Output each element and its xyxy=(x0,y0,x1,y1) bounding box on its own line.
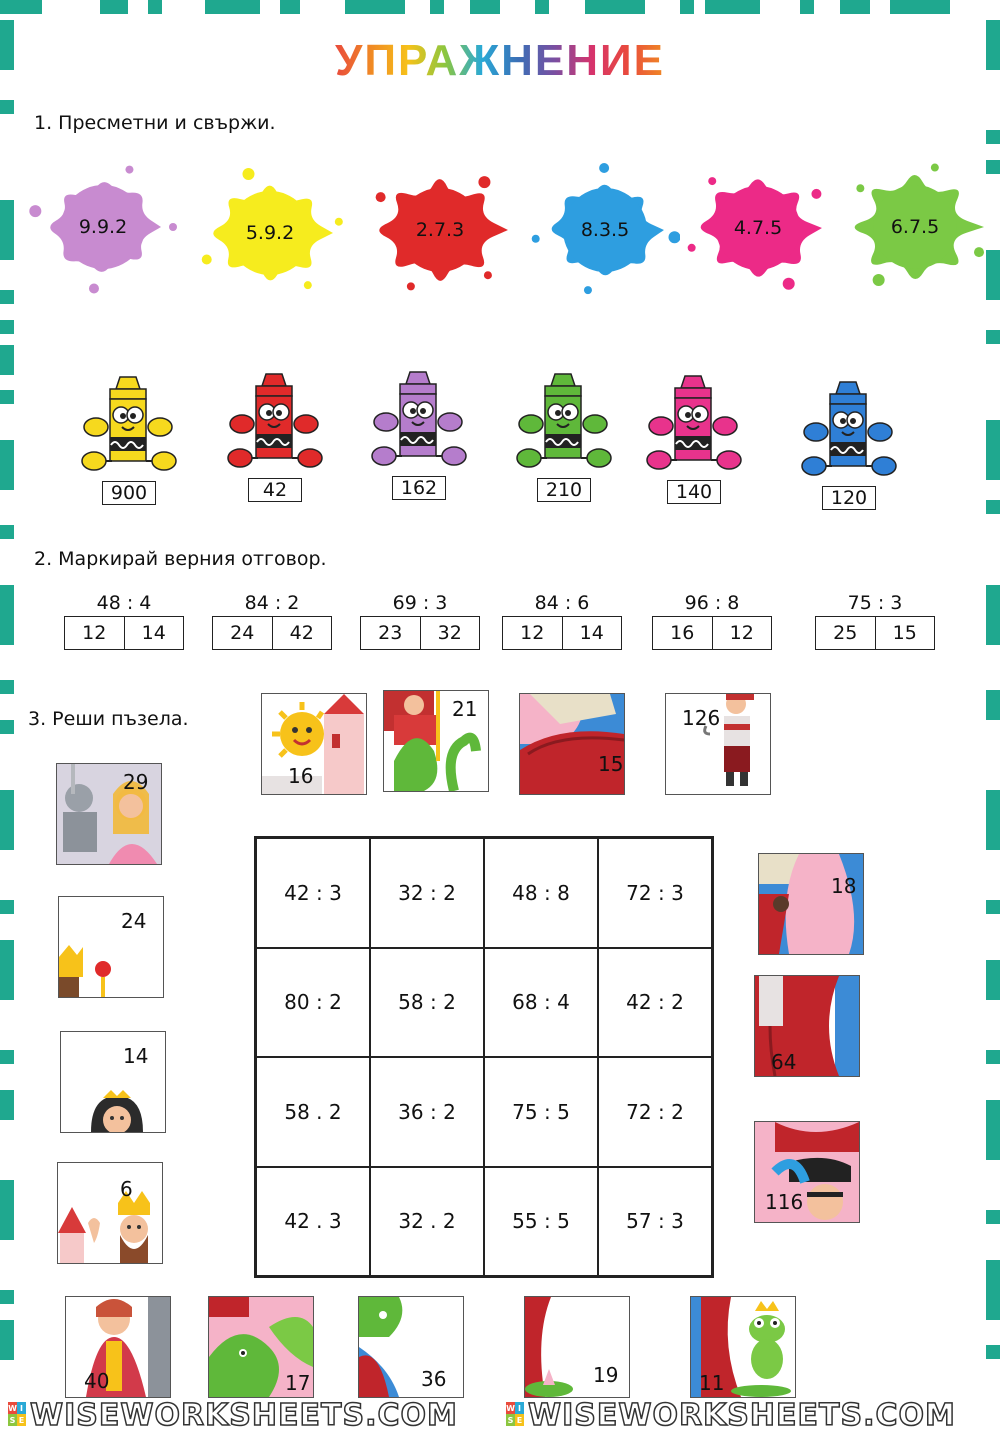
piece-number: 40 xyxy=(84,1369,110,1393)
answer-option[interactable]: 25 xyxy=(833,622,858,644)
section-2-label: 2. Маркирай верния отговор. xyxy=(34,548,327,570)
puzzle-piece-6[interactable] xyxy=(57,1162,163,1264)
piece-number: 11 xyxy=(699,1371,725,1395)
division-question: 96 : 8 xyxy=(684,592,740,614)
division-question: 69 : 3 xyxy=(392,592,448,614)
logo-letter: W xyxy=(506,1403,515,1413)
answer-option[interactable]: 12 xyxy=(82,622,107,644)
division-task xyxy=(815,592,935,650)
logo-letter: I xyxy=(515,1402,524,1414)
puzzle-cell[interactable]: 58 . 2 xyxy=(256,1057,370,1167)
puzzle-piece-116[interactable] xyxy=(754,1121,860,1223)
page-title: УПРАЖНЕНИЕ xyxy=(335,36,665,85)
piece-number: 18 xyxy=(831,874,857,898)
division-task xyxy=(652,592,772,650)
puzzle-cell[interactable]: 55 : 5 xyxy=(484,1167,598,1277)
footer-watermark xyxy=(0,1398,1000,1432)
piece-number: 116 xyxy=(765,1190,804,1214)
puzzle-cell[interactable]: 58 : 2 xyxy=(370,948,484,1058)
paint-splat[interactable] xyxy=(683,153,833,303)
answer-option[interactable]: 15 xyxy=(875,617,935,649)
crayon-value: 900 xyxy=(102,481,156,505)
wise-logo-icon xyxy=(8,1402,26,1426)
puzzle-cell[interactable]: 42 : 3 xyxy=(256,838,370,948)
division-task xyxy=(212,592,332,650)
puzzle-piece-16[interactable] xyxy=(261,693,367,795)
puzzle-cell[interactable]: 72 : 3 xyxy=(598,838,712,948)
answer-option[interactable]: 14 xyxy=(124,617,184,649)
puzzle-piece-15[interactable] xyxy=(519,693,625,795)
piece-number: 29 xyxy=(123,770,149,794)
puzzle-piece-126[interactable] xyxy=(665,693,771,795)
dragon-curtain-picture xyxy=(359,1297,463,1397)
pink-dress-picture xyxy=(759,854,863,954)
piece-number: 21 xyxy=(452,697,478,721)
splat-expression: 8.3.5 xyxy=(580,219,630,241)
crayon-character[interactable] xyxy=(800,380,910,510)
watermark-text: WISEWORKSHEETS.COM xyxy=(30,1398,458,1433)
crayon-value: 140 xyxy=(667,480,721,504)
answer-options xyxy=(212,616,332,650)
puzzle-grid[interactable] xyxy=(254,836,714,1278)
piece-number: 36 xyxy=(421,1367,447,1391)
piece-number: 15 xyxy=(598,752,624,776)
watermark-text: WISEWORKSHEETS.COM xyxy=(528,1398,956,1433)
splat-expression: 5.9.2 xyxy=(245,222,295,244)
puzzle-cell[interactable]: 32 : 2 xyxy=(370,838,484,948)
logo-letter: E xyxy=(18,1415,25,1425)
puzzle-piece-24[interactable] xyxy=(58,896,164,998)
piece-number: 24 xyxy=(121,909,147,933)
crayon-character[interactable] xyxy=(80,375,190,505)
splat-expression: 4.7.5 xyxy=(733,217,783,239)
answer-options xyxy=(502,616,622,650)
crayon-character[interactable] xyxy=(370,370,480,500)
piece-number: 64 xyxy=(771,1050,797,1074)
logo-letter: I xyxy=(17,1402,26,1414)
piece-number: 14 xyxy=(123,1044,149,1068)
puzzle-piece-19[interactable] xyxy=(524,1296,630,1398)
answer-option[interactable]: 32 xyxy=(420,617,480,649)
puzzle-piece-64[interactable] xyxy=(754,975,860,1077)
puzzle-piece-17[interactable] xyxy=(208,1296,314,1398)
logo-letter: S xyxy=(507,1415,514,1425)
puzzle-cell[interactable]: 80 : 2 xyxy=(256,948,370,1058)
crayon-value: 42 xyxy=(248,478,302,502)
section-3-label: 3. Реши пъзела. xyxy=(28,708,189,730)
splat-expression: 6.7.5 xyxy=(890,216,940,238)
crayon-icon xyxy=(80,375,190,485)
puzzle-piece-40[interactable] xyxy=(65,1296,171,1398)
crayon-character[interactable] xyxy=(645,374,755,504)
king-castle-picture xyxy=(58,1163,162,1263)
puzzle-cell[interactable]: 42 . 3 xyxy=(256,1167,370,1277)
division-task xyxy=(64,592,184,650)
answer-option[interactable]: 16 xyxy=(670,622,695,644)
answer-option[interactable]: 12 xyxy=(712,617,772,649)
paint-splat[interactable] xyxy=(530,155,680,305)
crown-picture xyxy=(59,897,163,997)
answer-options xyxy=(64,616,184,650)
logo-letter: E xyxy=(516,1415,523,1425)
division-question: 75 : 3 xyxy=(847,592,903,614)
division-task xyxy=(502,592,622,650)
answer-options xyxy=(652,616,772,650)
puzzle-piece-21[interactable] xyxy=(383,690,489,792)
answer-option[interactable]: 14 xyxy=(562,617,622,649)
puzzle-piece-14[interactable] xyxy=(60,1031,166,1133)
puzzle-piece-11[interactable] xyxy=(690,1296,796,1398)
sun-castle-picture xyxy=(262,694,366,794)
puzzle-cell[interactable]: 57 : 3 xyxy=(598,1167,712,1277)
crayon-value: 120 xyxy=(822,486,876,510)
splat-expression: 9.9.2 xyxy=(78,216,128,238)
paint-splat[interactable] xyxy=(840,152,990,302)
paint-splat[interactable] xyxy=(195,158,345,308)
puzzle-piece-29[interactable] xyxy=(56,763,162,865)
puzzle-piece-36[interactable] xyxy=(358,1296,464,1398)
queen-picture xyxy=(66,1297,170,1397)
crayon-character[interactable] xyxy=(515,372,625,502)
answer-options xyxy=(360,616,480,650)
division-question: 84 : 2 xyxy=(244,592,300,614)
puzzle-cell[interactable]: 36 : 2 xyxy=(370,1057,484,1167)
answer-option[interactable]: 12 xyxy=(520,622,545,644)
answer-option[interactable]: 24 xyxy=(230,622,255,644)
crayon-icon xyxy=(800,380,910,490)
division-question: 48 : 4 xyxy=(96,592,152,614)
puzzle-cell[interactable]: 32 . 2 xyxy=(370,1167,484,1277)
puzzle-cell[interactable]: 48 : 8 xyxy=(484,838,598,948)
answer-option[interactable]: 23 xyxy=(378,622,403,644)
piece-number: 19 xyxy=(593,1363,619,1387)
paint-splat[interactable] xyxy=(28,152,178,302)
crayon-icon xyxy=(370,370,480,480)
puzzle-piece-18[interactable] xyxy=(758,853,864,955)
piece-number: 17 xyxy=(285,1371,311,1395)
piece-number: 126 xyxy=(682,706,721,730)
logo-letter: W xyxy=(8,1403,17,1413)
division-task xyxy=(360,592,480,650)
answer-options xyxy=(815,616,935,650)
curtain-picture xyxy=(520,694,624,794)
piece-number: 16 xyxy=(288,764,314,788)
division-question: 84 : 6 xyxy=(534,592,590,614)
paint-splat[interactable] xyxy=(365,155,515,305)
crayon-value: 210 xyxy=(537,478,591,502)
answer-option[interactable]: 42 xyxy=(272,617,332,649)
splat-expression: 2.7.3 xyxy=(415,219,465,241)
section-1-label: 1. Пресметни и свържи. xyxy=(34,112,276,134)
crayon-character[interactable] xyxy=(226,372,336,502)
girl-head-picture xyxy=(61,1032,165,1132)
logo-letter: S xyxy=(9,1415,16,1425)
crayon-icon xyxy=(645,374,755,484)
piece-number: 6 xyxy=(120,1177,133,1201)
crayon-icon xyxy=(515,372,625,482)
puzzle-cell[interactable]: 42 : 2 xyxy=(598,948,712,1058)
puzzle-cell[interactable]: 68 : 4 xyxy=(484,948,598,1058)
crayon-icon xyxy=(226,372,336,482)
puzzle-cell[interactable]: 72 : 2 xyxy=(598,1057,712,1167)
crayon-value: 162 xyxy=(392,476,446,500)
wise-logo-icon xyxy=(506,1402,524,1426)
puzzle-cell[interactable]: 75 : 5 xyxy=(484,1057,598,1167)
